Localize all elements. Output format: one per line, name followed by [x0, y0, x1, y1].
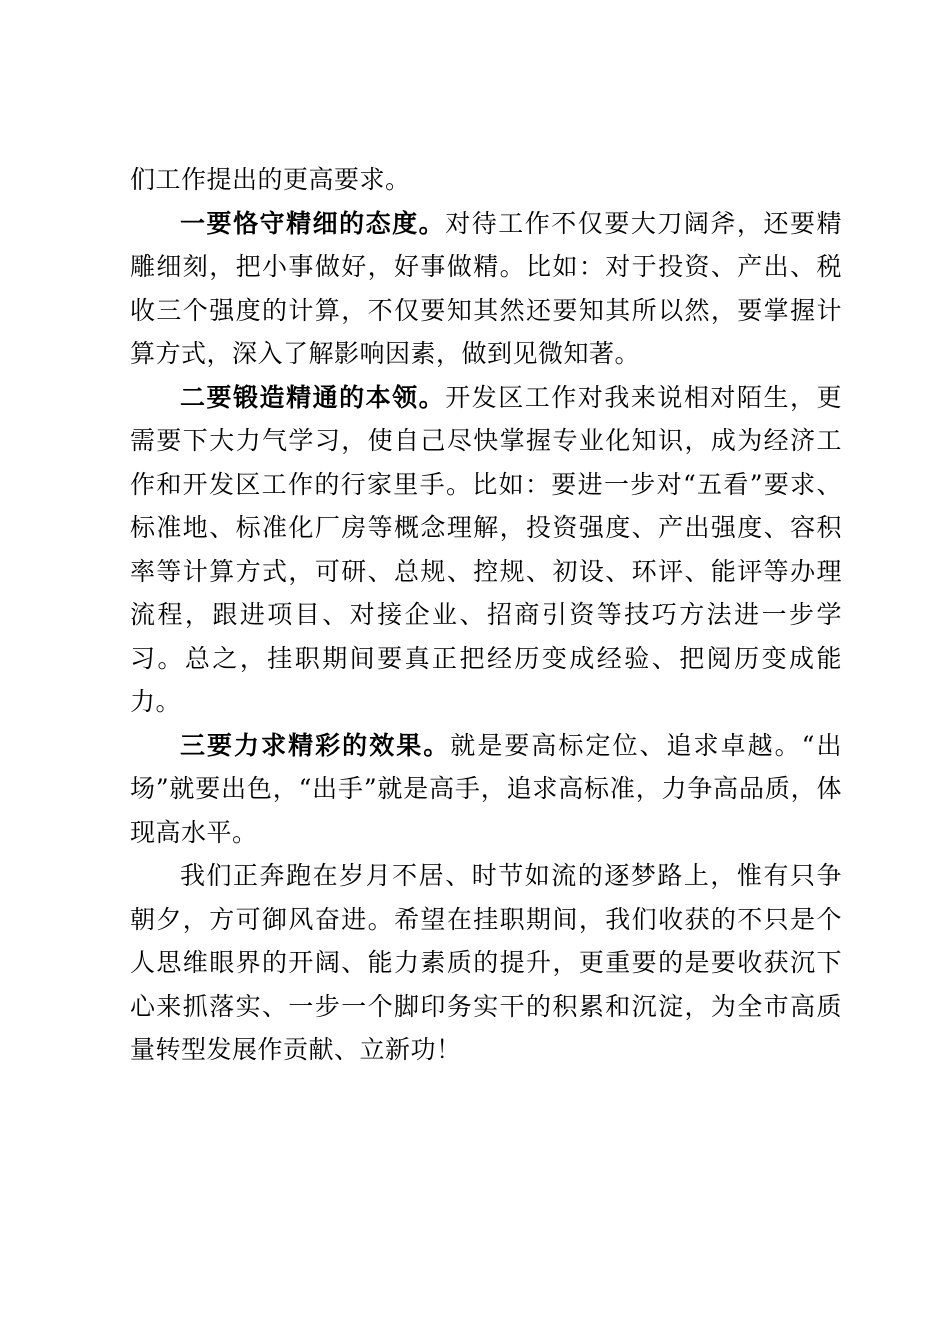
paragraph-text: 们工作提出的更高要求。	[130, 165, 411, 194]
paragraph-point-one	[130, 202, 842, 376]
paragraph-text: 我们正奔跑在岁月不居、时节如流的逐梦路上，惟有只争朝夕，方可御风奋进。希望在挂职期间，我们收获的不只是个人思维眼界的开阔、能力素质的提升，更重要的是要收获沉下心来抓落实、一步一个脚印务实干的积累和沉淀，为全市高质量转型发展作贡献、立新功！	[130, 861, 842, 1064]
paragraph-continuation	[130, 158, 842, 202]
paragraph-point-two	[130, 376, 842, 724]
paragraph-text: 就是要高标定位、追求卓越。“出场”就要出色，“出手”就是高手，追求高标准，力争高品质，体现高水平。	[130, 730, 842, 847]
paragraph-heading: 二要锻造精通的本领。	[180, 382, 446, 412]
paragraph-text: 对待工作不仅要大刀阔斧，还要精雕细刻，把小事做好，好事做精。比如：对于投资、产出、税收三个强度的计算，不仅要知其然还要知其所以然，要掌握计算方式，深入了解影响因素，做到见微知著。	[130, 208, 842, 368]
paragraph-conclusion	[130, 854, 842, 1072]
paragraph-point-three	[130, 724, 842, 855]
paragraph-text: 开发区工作对我来说相对陌生，更需要下大力气学习，使自己尽快掌握专业化知识，成为经济工作和开发区工作的行家里手。比如：要进一步对“五看”要求、标准地、标准化厂房等概念理解，投资强度、产出强度、容积率等计算方式，可研、总规、控规、初设、环评、能评等办理流程，跟进项目、对接企业、招商引资等技巧方法进一步学习。总之，挂职期间要真正把经历变成经验、把阅历变成能力。	[130, 382, 842, 716]
paragraph-heading: 一要恪守精细的态度。	[180, 208, 446, 238]
paragraph-heading: 三要力求精彩的效果。	[180, 730, 451, 760]
document-page	[130, 158, 842, 1072]
